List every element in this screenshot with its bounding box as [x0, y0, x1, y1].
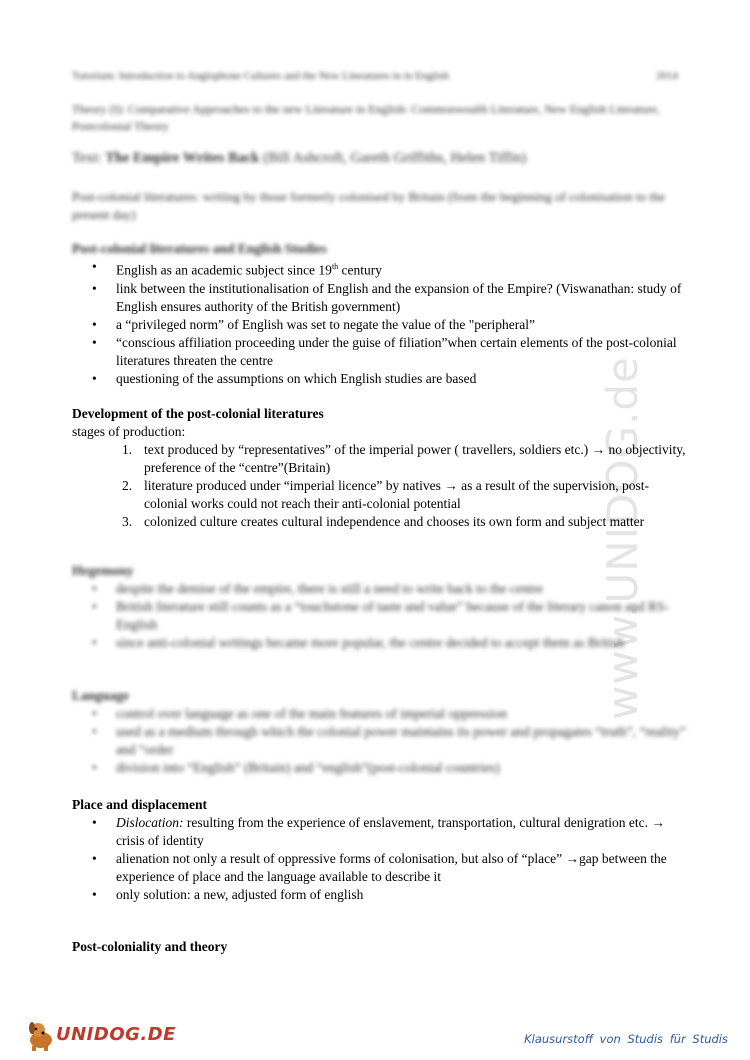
section-heading: Post-coloniality and theory — [72, 939, 228, 954]
list-item: • “conscious affiliation proceeding under the guise of filiation”when certain elements of the post-colonial literatures threaten the centre — [72, 334, 692, 370]
stage-number: 2. — [122, 478, 133, 493]
stage-number: 1. — [122, 442, 133, 457]
stage-text: text produced by “representatives” of the imperial power ( travellers, soldiers etc.) → no objectivity, preference of the “centre”(Britain) — [144, 442, 686, 475]
footer-tagline: Klausurstoff von Studis für Studis — [524, 1032, 728, 1046]
section-heading: Hegemony — [72, 563, 134, 578]
definition: Post-colonial literatures: writing by those formerly colonised by Britain (from the beginning of colonisation to the present day) — [72, 189, 666, 222]
header-title: Tutorium: Introduction to Anglophone Cultures and the New Literatures in in English — [72, 70, 449, 82]
numbered-list — [72, 441, 692, 531]
section-heading: Place and displacement — [72, 797, 207, 812]
watermark: www.UNIDOG.de — [598, 356, 647, 720]
stage-item — [72, 477, 692, 513]
page-header — [72, 70, 678, 82]
book-authors: (Bill Ashcroft, Gareth Griffiths, Helen Tiffin) — [263, 150, 527, 166]
list-item: • British literature still counts as a “touchstone of taste and value” because of the literary canon and RS-English — [72, 598, 692, 634]
list-item: • questioning of the assumptions on which English studies are based — [72, 370, 692, 388]
section-hegemony — [72, 562, 692, 652]
list-item: • a “privileged norm” of English was set to negate the value of the "peripheral” — [72, 316, 692, 334]
section-english-studies — [72, 240, 692, 388]
list-item: • despite the demise of the empire, there is still a need to write back to the centre — [72, 580, 692, 598]
unidog-logo[interactable] — [24, 1018, 176, 1052]
bullet-list — [72, 580, 692, 652]
list-item-text: only solution: a new, adjusted form of english — [116, 887, 364, 902]
stages-intro: stages of production: — [72, 424, 186, 439]
section-theory — [72, 938, 692, 956]
section-heading: Development of the post-colonial literatures — [72, 406, 324, 421]
list-item: • division into “English” (Britain) and “english”(post-colonial countries) — [72, 759, 692, 777]
section-heading: Post-colonial literatures and English Studies — [72, 241, 327, 256]
emphasis-term: Dislocation: — [116, 815, 184, 830]
list-item: • link between the institutionalisation of English and the expansion of the Empire? (Viswanathan: study of English ensures authority of the British government) — [72, 280, 692, 316]
list-item — [72, 850, 692, 886]
dog-icon — [24, 1018, 58, 1052]
list-item — [72, 886, 692, 904]
text-reference — [72, 150, 678, 167]
bullet-list — [72, 258, 692, 388]
stage-item — [72, 441, 692, 477]
section-place — [72, 796, 692, 904]
section-development — [72, 405, 692, 531]
stage-text: colonized culture creates cultural independence and chooses its own form and subject matter — [144, 514, 645, 529]
list-item: • used as a medium through which the colonial power maintains its power and propagates “truth”, “reality” and “order — [72, 723, 692, 759]
stage-item — [72, 513, 692, 531]
stage-text: literature produced under “imperial licence” by natives → as a result of the supervision, post-colonial works could not reach their anti-colonial potential — [144, 478, 649, 511]
theory-subtitle: Theory (I): Comparative Approaches to the new Literature in English: Commonwealth Literature, New English Literature, Postcolonial Theory — [72, 102, 660, 133]
text-label: Text: — [72, 150, 102, 166]
logo-text: UNIDOG.DE — [56, 1024, 176, 1045]
list-item-text: alienation not only a result of oppressive forms of colonisation, but also of “place” →gap between the experience of place and the language available to describe it — [116, 851, 667, 884]
section-language — [72, 687, 692, 777]
stage-number: 3. — [122, 514, 133, 529]
list-item: • control over language as one of the main features of imperial oppression — [72, 705, 692, 723]
list-item — [72, 814, 692, 850]
bullet-list — [72, 814, 692, 904]
list-item-text: resulting from the experience of enslavement, transportation, cultural denigration etc. → crisis of identity — [116, 815, 665, 848]
list-item: • English as an academic subject since 19th century — [72, 258, 692, 280]
section-heading: Language — [72, 688, 130, 703]
header-year: 2014 — [656, 70, 678, 82]
bullet-list — [72, 705, 692, 777]
list-item: • since anti-colonial writings became more popular, the centre decided to accept them as British — [72, 634, 692, 652]
book-title: The Empire Writes Back — [105, 150, 260, 166]
